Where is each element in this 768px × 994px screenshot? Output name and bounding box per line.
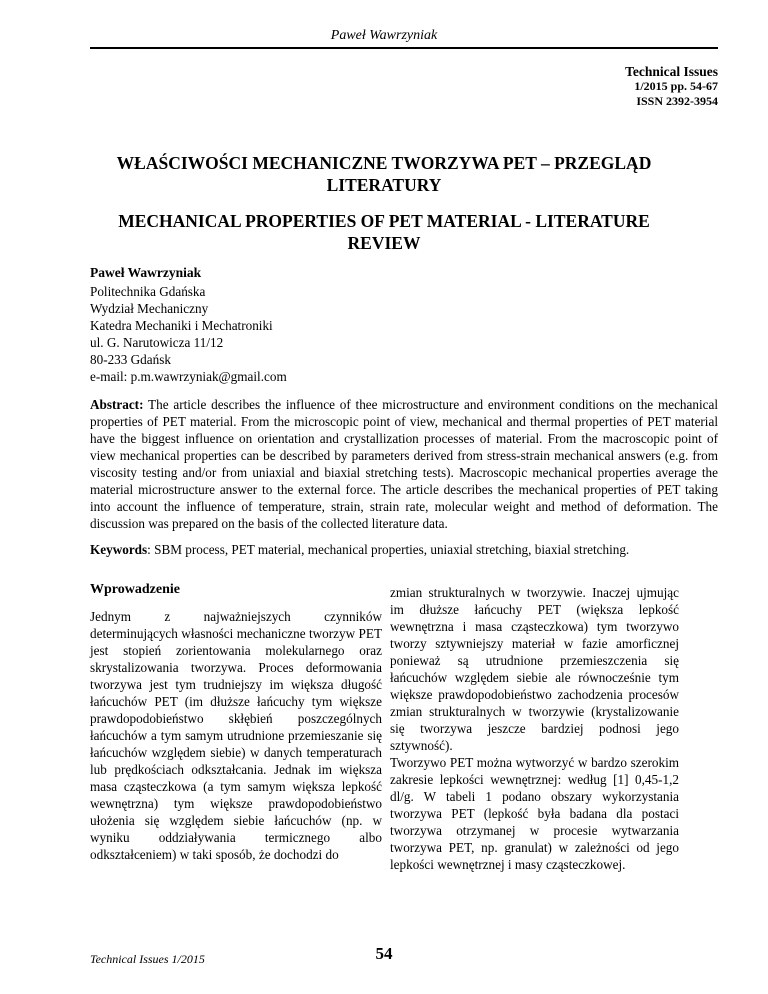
author-name: Paweł Wawrzyniak — [90, 265, 202, 280]
affiliation-line: Politechnika Gdańska — [90, 284, 206, 299]
paragraph: Tworzywo PET można wytworzyć w bardzo szerokim zakresie lepkości wewnętrznej: według [1] 0,45-1,2 dl/g. W tabeli 1 podano obszary wykorzystania tworzywa PET (lepkość była badana dla postaci tworzywa otrzymanej w procesie wytwarzania tworzywa PET, np. granulat) w zależności od jego lepkości wewnętrznej i masy cząsteczkowej. — [390, 755, 679, 872]
title-english-line1: MECHANICAL PROPERTIES OF PET MATERIAL - LITERATURE — [118, 211, 650, 231]
keywords — [90, 541, 718, 558]
footer-journal: Technical Issues 1/2015 — [90, 952, 205, 966]
title-english — [100, 210, 668, 254]
title-polish-line1: WŁAŚCIWOŚCI MECHANICZNE TWORZYWA PET – PRZEGLĄD — [116, 153, 652, 173]
abstract-label: Abstract: — [90, 397, 144, 412]
paragraph: zmian strukturalnych w tworzywie. Inaczej ujmując im dłuższe łańcuchy PET (większa lepkość wewnętrzna i masa cząsteczkowa) tym tworzywo tworzy sztywniejszy materiał w fazie amorficznej ponieważ są utrudnione przemieszczenia się łańcuchów względem siebie ale równocześnie tym większe prawdopodobieństwo zachodzenia procesów zmian strukturalnych w tworzywie (krystalizowanie się tworzywa jeszcze bardziej podnosi jego sztywność). — [390, 585, 679, 753]
title-english-line2: REVIEW — [347, 233, 421, 253]
page-number: 54 — [375, 944, 393, 963]
header-divider — [90, 47, 718, 49]
author-email: e-mail: p.m.wawrzyniak@gmail.com — [90, 369, 287, 384]
title-polish — [100, 152, 668, 196]
title-polish-line2: LITERATURY — [326, 175, 442, 195]
keywords-text: : SBM process, PET material, mechanical properties, uniaxial stretching, biaxial stretching. — [147, 542, 630, 557]
author-affiliation — [90, 283, 287, 385]
issue-pages: 1/2015 pp. 54-67 — [634, 79, 718, 93]
running-header-author: Paweł Wawrzyniak — [330, 28, 438, 43]
left-column — [90, 581, 382, 863]
abstract-text: The article describes the influence of thee microstructure and environment conditions on the mechanical properties of PET material. From the microscopic point of view, mechanical and thermal properties of PET material have the biggest influence on orientation and crystallization processes of material. From the macroscopic point of view mechanical properties can be described by parameters derived from stress-strain mechanical answers (e.g. from viscosity testing and/or from uniaxial and biaxial stretching tests). Macroscopic mechanical properties average the material microstructure answer to the external force. The article describes the mechanical properties of PET taking into account the influence of temperature, strain, strain rate, molecular weight and method of deformation. The discussion was prepared on the basis of the collected literature data. — [90, 397, 718, 531]
section-heading: Wprowadzenie — [90, 582, 180, 597]
keywords-label: Keywords — [90, 542, 148, 557]
issue-info — [625, 64, 718, 109]
paragraph: Jednym z najważniejszych czynników determinujących własności mechaniczne tworzyw PET jest stopień zorientowania molekularnego oraz skrystalizowania tworzywa. Proces deformowania tworzywa jest tym trudniejszy im większa długość łańcuchów PET (im dłuższe łańcuchy tym większe prawdopodobieństwo skłębień poszczególnych łańcuchów a tym samym utrudnione przemieszanie się łańcuchów względem siebie) w danych temperaturach lub prędkościach odkształcania. Jednak im większa masa cząsteczkowa (a tym samym większa lepkość wewnętrzna) tym większe prawdopodobieństwo ułożenia się względem siebie łańcuchów (np. w wyniku oddziaływania termicznego albo odkształceniem) w taki sposób, że dochodzi do — [90, 609, 382, 862]
journal-name: Technical Issues — [625, 64, 718, 79]
affiliation-line: 80-233 Gdańsk — [90, 352, 171, 367]
right-column — [390, 584, 679, 873]
affiliation-line: Wydział Mechaniczny — [90, 301, 209, 316]
affiliation-line: ul. G. Narutowicza 11/12 — [90, 335, 224, 350]
issn: ISSN 2392-3954 — [636, 94, 718, 108]
abstract — [90, 396, 718, 532]
affiliation-line: Katedra Mechaniki i Mechatroniki — [90, 318, 273, 333]
